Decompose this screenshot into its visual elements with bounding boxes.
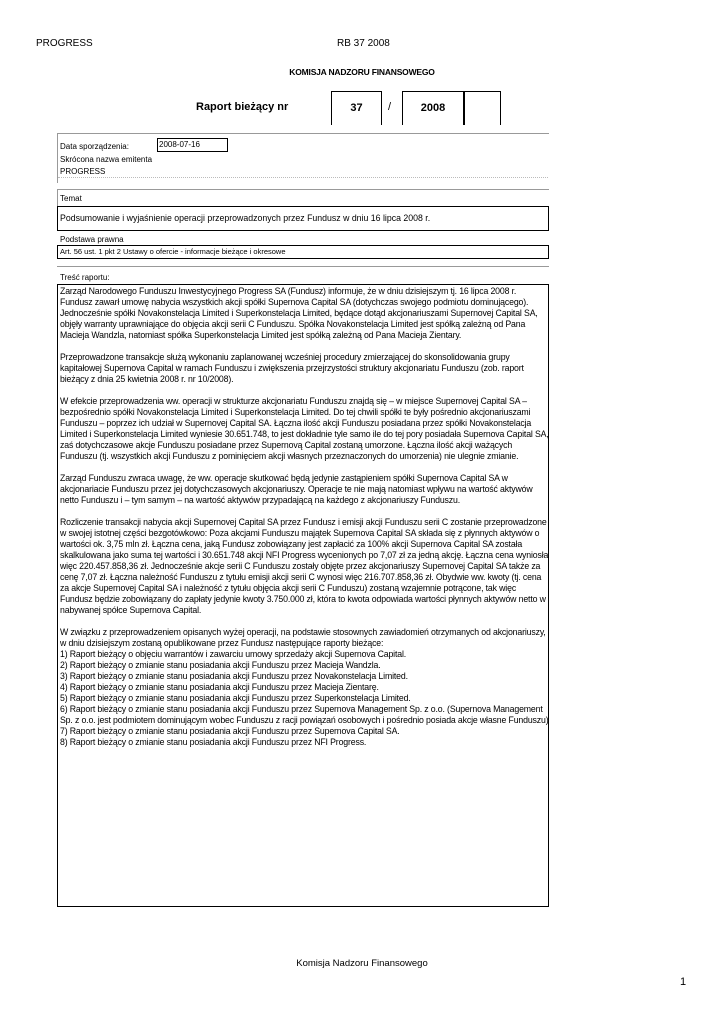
content-top-border [57, 266, 549, 267]
header-report-id: RB 37 2008 [337, 38, 390, 49]
paragraph: Zarząd Narodowego Funduszu Inwestycyjnego Progress SA (Fundusz) informuje, że w dniu dzisiejszym tj. 16 lipca 2008 r. Fundusz zawarł umowę nabycia wszystkich akcji spółki Supernova Capital SA (dotychczas swojego podmiotu dominującego). Jednocześnie spółki Novakonstelacja Limited i Superkonstelacja Limited, będące dotąd akcjonariuszami Supernovej Capital SA, objęły warranty uprawniające do objęcia akcji serii C Funduszu. Spółka Novakonstelacja Limited jest spółką zależną od Pana Macieja Wandzla, natomiast spółka Superkonstelacja Limited jest spółką zależną od Pana Macieja Zientary. [60, 286, 538, 340]
date-value: 2008-07-16 [159, 140, 200, 149]
list-item: 3) Raport bieżący o zmianie stanu posiadania akcji Funduszu przez Novakonstelacja Limited. [60, 671, 408, 681]
report-number-cell [331, 91, 382, 125]
list-item: 7) Raport bieżący o zmianie stanu posiadania akcji Funduszu przez Supernova Capital SA. [60, 726, 400, 736]
report-year: 2008 [420, 102, 446, 114]
issuer-value: PROGRESS [60, 167, 106, 176]
legal-basis-label: Podstawa prawna [60, 235, 124, 244]
list-intro: W związku z przeprowadzeniem opisanych wyżej operacji, na podstawie stosownych zawiadomień otrzymanych od akcjonariuszy, w dniu dzisiejszym zostaną opublikowane przez Fundusz następujące raporty bieżące: [60, 627, 546, 648]
date-field [157, 138, 228, 152]
list-item: 5) Raport bieżący o zmianie stanu posiadania akcji Funduszu przez Superkonstelacja Limited. [60, 693, 411, 703]
report-year-cell [402, 91, 464, 125]
report-separator: / [388, 101, 392, 113]
subject-value: Podsumowanie i wyjaśnienie operacji przeprowadzonych przez Fundusz w dniu 16 lipca 2008 r. [60, 213, 431, 223]
list-item: 4) Raport bieżący o zmianie stanu posiadania akcji Funduszu przez Macieja Zientarę. [60, 682, 379, 692]
meta-left-border [57, 133, 58, 183]
date-label: Data sporządzenia: [60, 142, 129, 151]
legal-basis-box [57, 245, 549, 259]
issuer-underline [58, 177, 548, 178]
authority-title: KOMISJA NADZORU FINANSOWEGO [289, 67, 435, 77]
issuer-label: Skrócona nazwa emitenta [60, 155, 153, 164]
subject-top-border [57, 189, 549, 190]
list-item: 8) Raport bieżący o zmianie stanu posiadania akcji Funduszu przez NFI Progress. [60, 737, 367, 747]
list-item: 2) Raport bieżący o zmianie stanu posiadania akcji Funduszu przez Macieja Wandzla. [60, 660, 381, 670]
page-number: 1 [680, 976, 687, 988]
subject-box [57, 206, 549, 231]
report-number: 37 [350, 102, 363, 114]
footer-text: Komisja Nadzoru Finansowego [296, 958, 428, 969]
content-label: Treść raportu: [60, 273, 110, 282]
paragraph: Zarząd Funduszu zwraca uwagę, że ww. operacje skutkować będą jedynie zastąpieniem spółki Supernova Capital SA w akcjonariacie Funduszu przez jej dotychczasowych akcjonariuszy. Operacje te nie mają natomiast wpływu na wartość aktywów netto Funduszu i – tym samym – na wartość aktywów przypadającą na każdego z akcjonariuszy Funduszu. [60, 473, 533, 505]
report-label: Raport bieżący nr [196, 101, 289, 113]
subject-label: Temat [60, 194, 82, 203]
paragraph: Przeprowadzone transakcje służą wykonaniu zaplanowanej wcześniej procedury zmierzającej do skonsolidowania grupy kapitałowej Supernova Capital w ramach Funduszu i zwiększenia przejrzystości struktury akcjonariatu Funduszu (zob. raport bieżący z dnia 25 kwietnia 2008 r. nr 10/2008). [60, 352, 524, 384]
list-item: 1) Raport bieżący o objęciu warrantów i zawarciu umowy sprzedaży akcji Supernova Capital. [60, 649, 407, 659]
header-company: PROGRESS [36, 38, 93, 49]
report-body [59, 286, 549, 748]
subject-left-border [57, 189, 58, 207]
meta-top-border [57, 133, 549, 134]
paragraph: Rozliczenie transakcji nabycia akcji Supernovej Capital SA przez Fundusz i emisji akcji Funduszu serii C zostanie przeprowadzone w swojej istotnej części bezgotówkowo: Poza akcjami Funduszu majątek Supernova Capital SA składa się z płynnych aktywów o wartości ok. 3,75 mln zł. Łączna cena, jaką Fundusz zobowiązany jest zapłacić za 100% akcji Supernova Capital SA została skalkulowana jako suma tej wartości i 30.651.748 akcji NFI Progress wycenionych po 7,07 zł za jedną akcję. Łączna cena wyniosła więc 220.457.858,36 zł. Jednocześnie akcje serii C Funduszu zostały objęte przez akcjonariuszy Supernovej Capital SA także za cenę 7,07 zł. Łączna należność Funduszu z tytułu emisji akcji serii C wynosi więc 216.707.858,36 zł. Obydwie ww. kwoty (tj. cena za akcje Supernovej Capital SA i należność z tytułu objęcia akcji serii C Funduszu) zostaną wzajemnie potrącone, tak więc Fundusz będzie zobowiązany do zapłaty jedynie kwoty 3.750.000 zł, która to kwota odpowiada wartości płynnych aktywów netto w nabywanej spółce Supernova Capital. [60, 517, 549, 615]
paragraph: W efekcie przeprowadzenia ww. operacji w strukturze akcjonariatu Funduszu znajdą się – w miejsce Supernovej Capital SA – bezpośrednio spółki Novakonstelacja Limited i Superkonstelacja Limited. Do tej chwili spółki te były pośrednio akcjonariuszami Funduszu – poprzez ich udział w Supernovej Capital SA. Łączna ilość akcji Funduszu posiadana przez spółki Novakonstelacja Limited i Superkonstelacja Limited wyniesie 30.651.748, to jest dokładnie tyle samo ile do tej pory posiadała Supernova Capital SA, zaś dotychczasowe akcje Funduszu posiadane przez Supernovą Capital zostaną umorzone. Łączna ilość akcji ważących Funduszu (tj. wszystkich akcji Funduszu z pominięciem akcji własnych przeznaczonych do umorzenia) nie ulegnie zmianie. [60, 396, 549, 461]
report-extra-cell [464, 91, 501, 125]
list-item: 6) Raport bieżący o zmianie stanu posiadania akcji Funduszu przez Supernova Management Sp. z o.o. (Supernova Management Sp. z o.o. jest podmiotem dominującym wobec Funduszu z racji powiązań osobowych i pośrednio posiada akcje własne Funduszu) [60, 704, 549, 725]
legal-basis-value: Art. 56 ust. 1 pkt 2 Ustawy o ofercie - informacje bieżące i okresowe [60, 247, 286, 256]
